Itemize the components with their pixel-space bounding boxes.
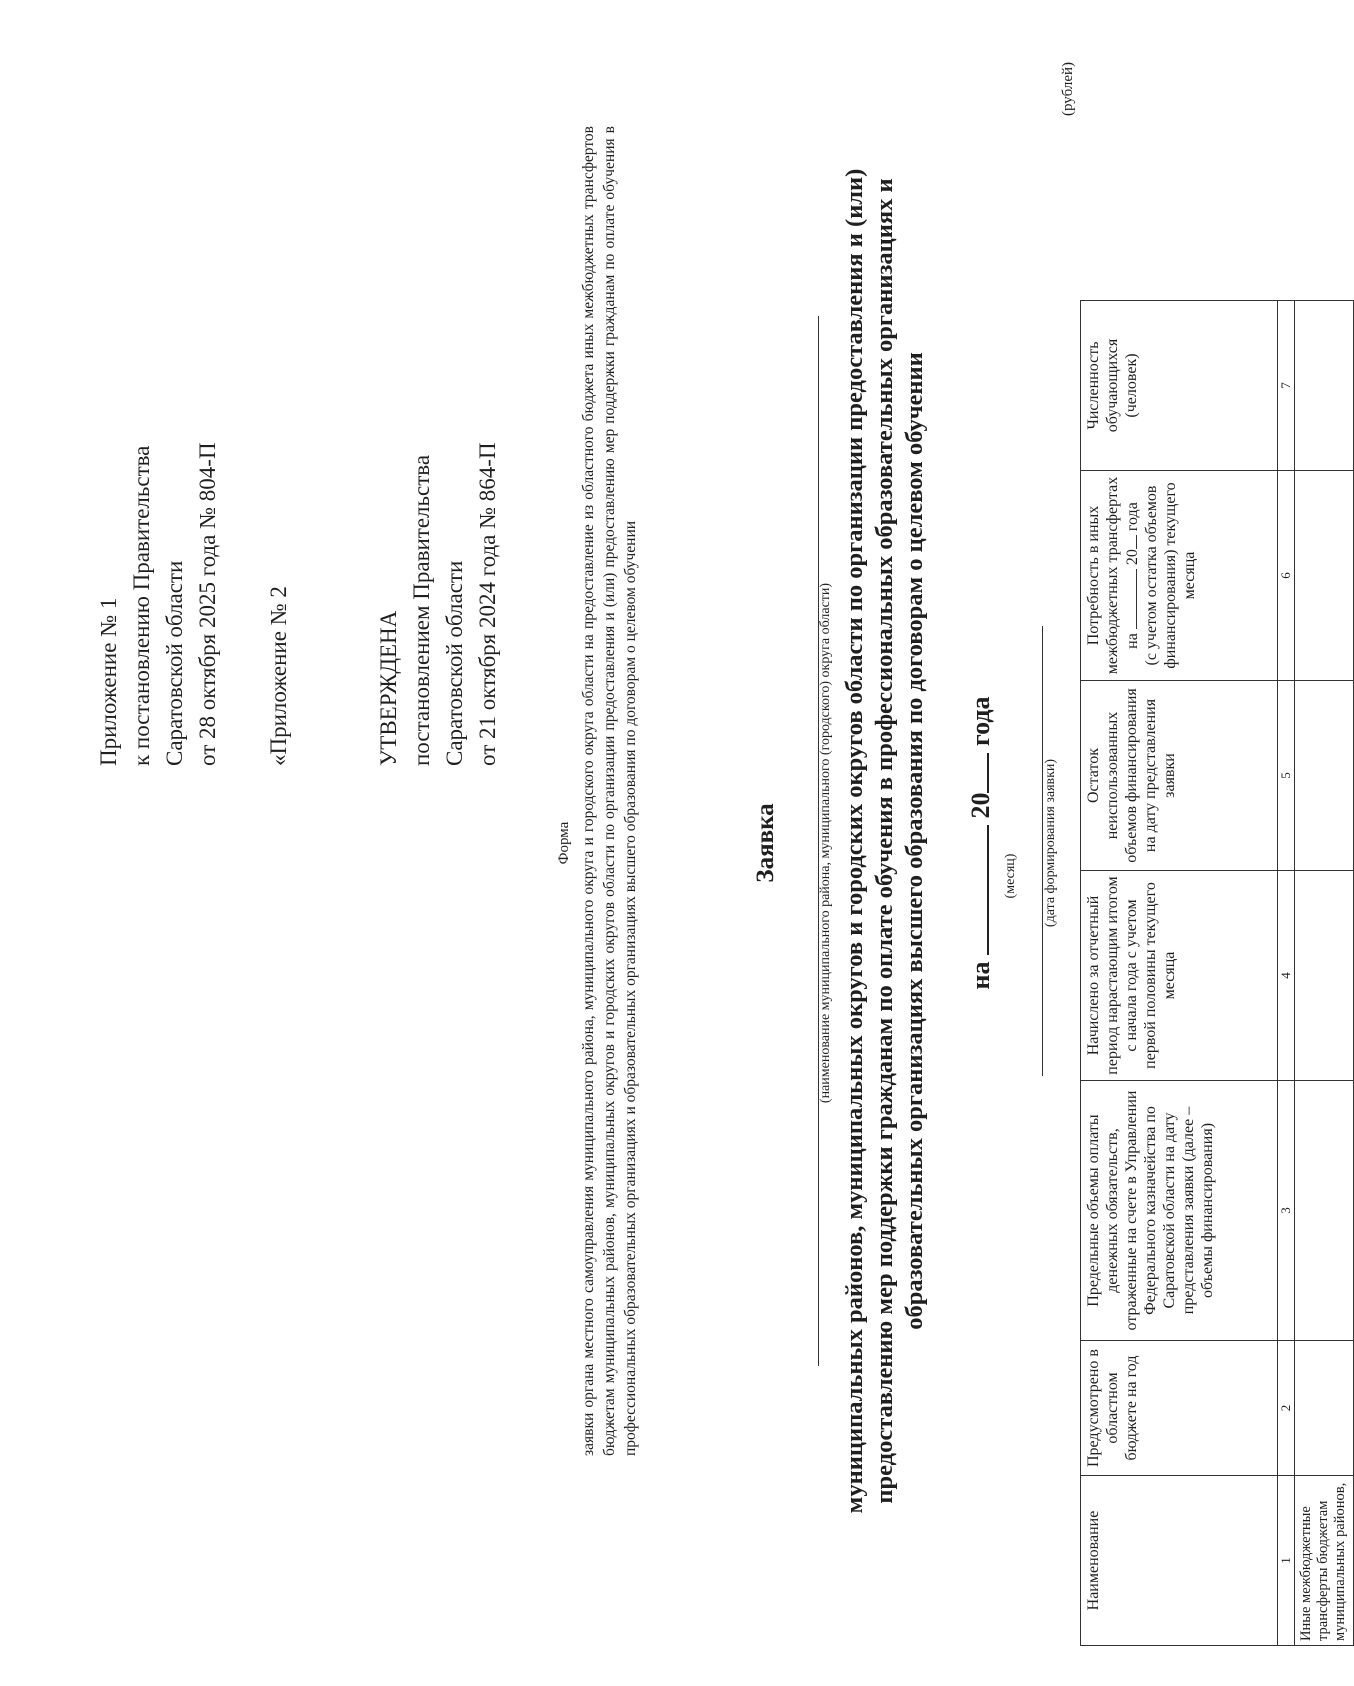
need-header-line3: (с учетом остатка объемов финансирования) текущего месяца (1143, 482, 1198, 669)
month-caption: (месяц) (1003, 853, 1018, 899)
column-number: 4 (1278, 871, 1295, 1081)
form-label: Форма (556, 821, 572, 865)
date-caption: (дата формирования заявки) (1043, 758, 1058, 928)
approved-line: постановлением Правительства (409, 454, 434, 766)
entity-name-line (796, 316, 819, 1366)
column-header: Начислено за отчетный период нарастающим итогом с начала года с учетом первой половины текущего месяца (1081, 871, 1278, 1081)
approved-block (372, 206, 504, 766)
column-number: 1 (1278, 1476, 1295, 1646)
appendix-1-line: к постановлению Правительства (129, 445, 154, 766)
column-header: Численность обучающихся (человек) (1081, 301, 1278, 471)
table-cell (1295, 1081, 1354, 1341)
column-number: 5 (1278, 681, 1295, 871)
table-header-row (1081, 301, 1278, 1646)
period-prefix: на (966, 961, 995, 990)
column-number-row (1278, 301, 1295, 1646)
need-year-prefix: 20 (1124, 549, 1141, 566)
need-header-na: на (1124, 633, 1141, 649)
appendix-1-title: Приложение № 1 (96, 597, 121, 766)
need-header-line1: Потребность в иных межбюджетных трансфертах (1085, 476, 1121, 675)
column-number: 7 (1278, 301, 1295, 471)
approved-line: Саратовской области (442, 560, 467, 766)
request-title: Заявка (752, 803, 779, 883)
entity-caption: (наименование муниципального района, муниципального (городского) округа области) (818, 582, 833, 1104)
appendix-1-line: Саратовской области (162, 560, 187, 766)
appendix-1-line: от 28 октября 2025 года № 804-П (195, 442, 220, 766)
date-line (1024, 626, 1043, 1076)
column-header: Остаток неиспользованных объемов финансирования на дату представления заявки (1081, 681, 1278, 871)
need-year-suffix: года (1124, 502, 1141, 532)
column-header: Наименование (1081, 1476, 1278, 1646)
appendix-2-title: «Приложение № 2 (266, 586, 291, 766)
column-number: 2 (1278, 1341, 1295, 1476)
approved-line: от 21 октября 2024 года № 864-П (475, 442, 500, 766)
table-cell (1295, 1341, 1354, 1476)
period-line (963, 0, 996, 1686)
year-prefix: 20 (966, 792, 995, 819)
column-number: 3 (1278, 1081, 1295, 1341)
need-month-blank (1122, 569, 1137, 629)
table-row (1295, 301, 1354, 1646)
column-header: Предельные объемы оплаты денежных обязательств, отраженные на счете в Управлении Федерального казначейства по Саратовской области на дату представления заявки (далее – объемы финансирования) (1081, 1081, 1278, 1341)
request-table (1080, 300, 1354, 1646)
month-blank (963, 825, 989, 955)
need-year-blank (1122, 535, 1137, 549)
column-number: 6 (1278, 471, 1295, 681)
approved-title: УТВЕРЖДЕНА (376, 610, 401, 766)
table-cell (1295, 681, 1354, 871)
appendix-1-block (92, 206, 224, 766)
table-cell (1295, 301, 1354, 471)
units-label: (рублей) (1060, 61, 1076, 116)
row-name: Иные межбюджетные трансферты бюджетам муниципальных районов, (1295, 1476, 1354, 1646)
intro-text: заявки органа местного самоуправления муниципального района, муниципального округа и городского округа области на предоставление из областного бюджета иных межбюджетных трансфертов бюджетам муниципальных районов, муниципальных округов и городских округов области по организации предоставления и (или) предоставлению мер поддержки гражданам по оплате обучения в профессиональных образовательных организациях и образовательных организациях высшего образования по договорам о целевом обучении (580, 126, 639, 1456)
year-blank (963, 753, 989, 793)
period-suffix: года (966, 696, 995, 747)
column-header: Предусмотрено в областном бюджете на год (1081, 1341, 1278, 1476)
table-cell (1295, 471, 1354, 681)
table-cell (1295, 871, 1354, 1081)
column-header-need (1081, 471, 1278, 681)
request-subject: муниципальных районов, муниципальных округов и городских округов области по организации предоставления и (или) предоставлению мер поддержки гражданам по оплате обучения в профессиональных образовательных организациях и образовательных организациях высшего образования по договорам о целевом обучении (841, 168, 928, 1514)
